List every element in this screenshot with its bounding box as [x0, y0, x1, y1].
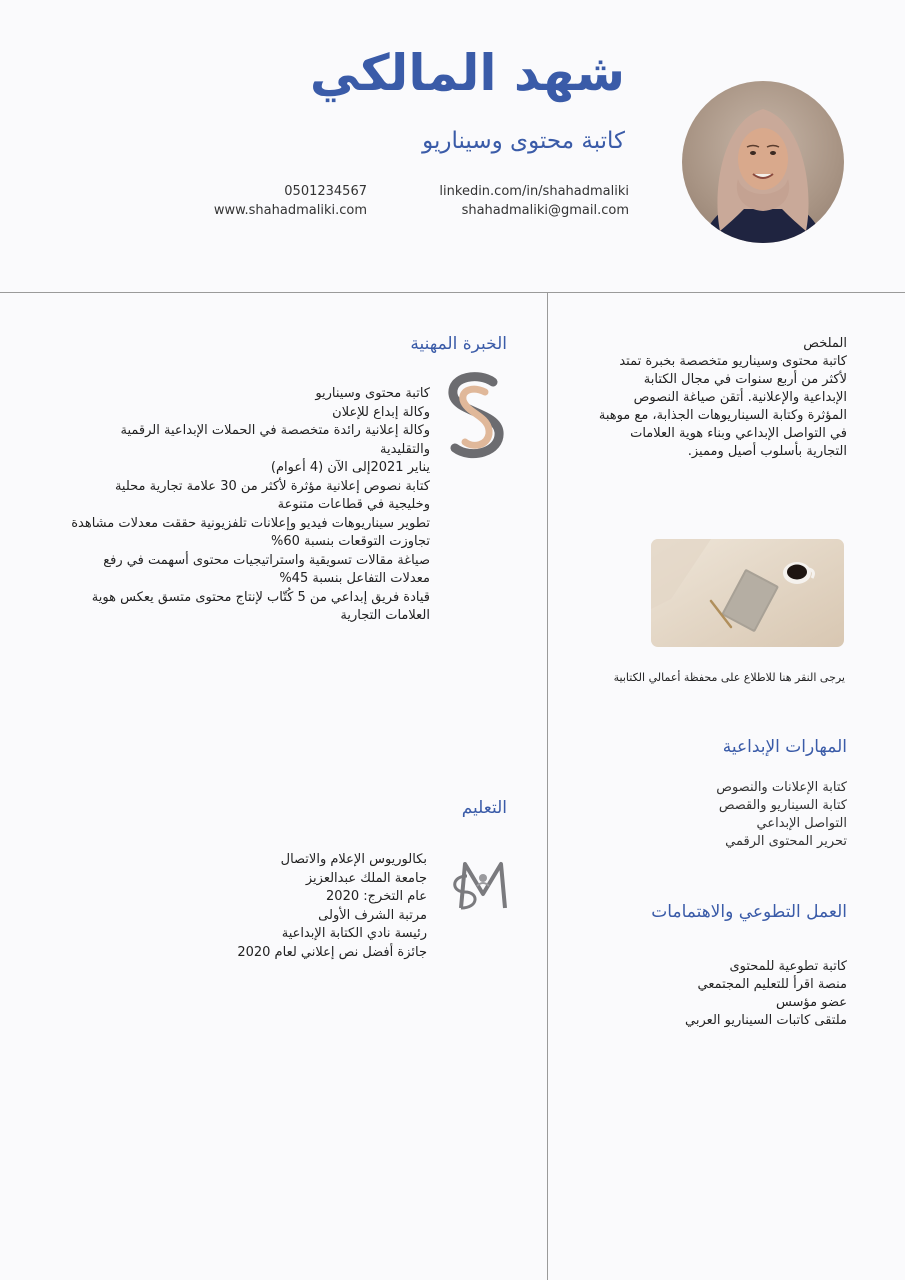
- list-item: ملتقى كاتبات السيناريو العربي: [685, 1013, 847, 1028]
- website-link[interactable]: www.shahadmaliki.com: [213, 203, 367, 218]
- list-item: كتابة السيناريو والقصص: [718, 798, 847, 813]
- degree: بكالوريوس الإعلام والاتصال: [280, 852, 427, 867]
- list-item: التواصل الإبداعي: [756, 816, 847, 831]
- skills-heading: المهارات الإبداعية: [722, 737, 847, 757]
- job-title: كاتبة محتوى وسيناريو: [315, 386, 430, 401]
- vertical-divider: [547, 293, 548, 1280]
- monogram-sm-icon: [447, 858, 519, 916]
- summary-label: الملخص: [803, 336, 847, 351]
- experience-heading: الخبرة المهنية: [410, 334, 507, 354]
- company-description: وكالة إعلانية رائدة متخصصة في الحملات الإبداعية الرقمية والتقليدية: [120, 423, 430, 457]
- job-period: يناير 2021إلى الآن (4 أعوام): [270, 460, 430, 475]
- phone-number: 0501234567: [284, 184, 367, 199]
- list-item: عضو مؤسس: [775, 995, 847, 1010]
- candidate-role: كاتبة محتوى وسيناريو: [422, 128, 625, 154]
- summary-section: [597, 335, 847, 461]
- achievement-item: كتابة نصوص إعلانية مؤثرة لأكثر من 30 علامة تجارية محلية وخليجية في قطاعات متنوعة: [114, 478, 430, 512]
- education-entry: [127, 851, 427, 962]
- monogram-s-icon: [445, 372, 509, 460]
- achievement-item: صياغة مقالات تسويقية واستراتيجيات محتوى أسهمت في رفع معدلات التفاعل بنسبة 45%: [103, 552, 430, 586]
- linkedin-link[interactable]: linkedin.com/in/shahadmaliki: [439, 184, 629, 199]
- university-logo: [447, 858, 519, 916]
- summary-text: كاتبة محتوى وسيناريو متخصصة بخبرة تمتد لأكثر من أربع سنوات في مجال الكتابة الإبداعية والإعلانية. أتقن صياغة النصوص المؤثرة وكتابة السيناريوهات الجذابة، مع موهبة في التواصل الإبداعي وبناء هوية العلامات التجارية بأسلوب أصيل ومميز.: [598, 354, 847, 459]
- volunteer-list: [685, 958, 847, 1030]
- email-link[interactable]: shahadmaliki@gmail.com: [461, 203, 629, 218]
- volunteer-heading: العمل التطوعي والاهتمامات: [651, 902, 847, 922]
- list-item: منصة اقرأ للتعليم المجتمعي: [697, 977, 847, 992]
- candidate-name: شهد المالكي: [309, 44, 625, 102]
- profile-photo: [682, 81, 844, 243]
- club-role: رئيسة نادي الكتابة الإبداعية: [281, 926, 427, 941]
- achievement-item: تطوير سيناريوهات فيديو وإعلانات تلفزيونية حققت معدلات مشاهدة تجاوزت التوقعات بنسبة 60%: [71, 515, 430, 549]
- company-name: وكالة إبداع للإعلان: [332, 404, 430, 420]
- horizontal-divider: [0, 292, 905, 293]
- list-item: كتابة الإعلانات والنصوص: [716, 780, 847, 795]
- award: جائزة أفضل نص إعلاني لعام 2020: [237, 944, 427, 960]
- experience-entry: [70, 385, 430, 626]
- skills-list: [716, 779, 847, 851]
- company-logo: [445, 372, 509, 460]
- portfolio-caption-link[interactable]: يرجى النقر هنا للاطلاع على محفظة أعمالي الكتابية: [613, 671, 845, 684]
- education-heading: التعليم: [461, 798, 507, 818]
- honors: مرتبة الشرف الأولى: [318, 907, 427, 923]
- university-name: جامعة الملك عبدالعزيز: [305, 870, 427, 886]
- portrait-illustration: [682, 81, 844, 243]
- list-item: كاتبة تطوعية للمحتوى: [729, 959, 847, 974]
- achievement-item: قيادة فريق إبداعي من 5 كُتّاب لإنتاج محتوى متسق يعكس هوية العلامات التجارية: [91, 589, 430, 623]
- list-item: تحرير المحتوى الرقمي: [725, 834, 847, 849]
- portfolio-image[interactable]: [651, 539, 844, 647]
- graduation-year: عام التخرج: 2020: [326, 889, 427, 904]
- desk-illustration: [651, 539, 844, 647]
